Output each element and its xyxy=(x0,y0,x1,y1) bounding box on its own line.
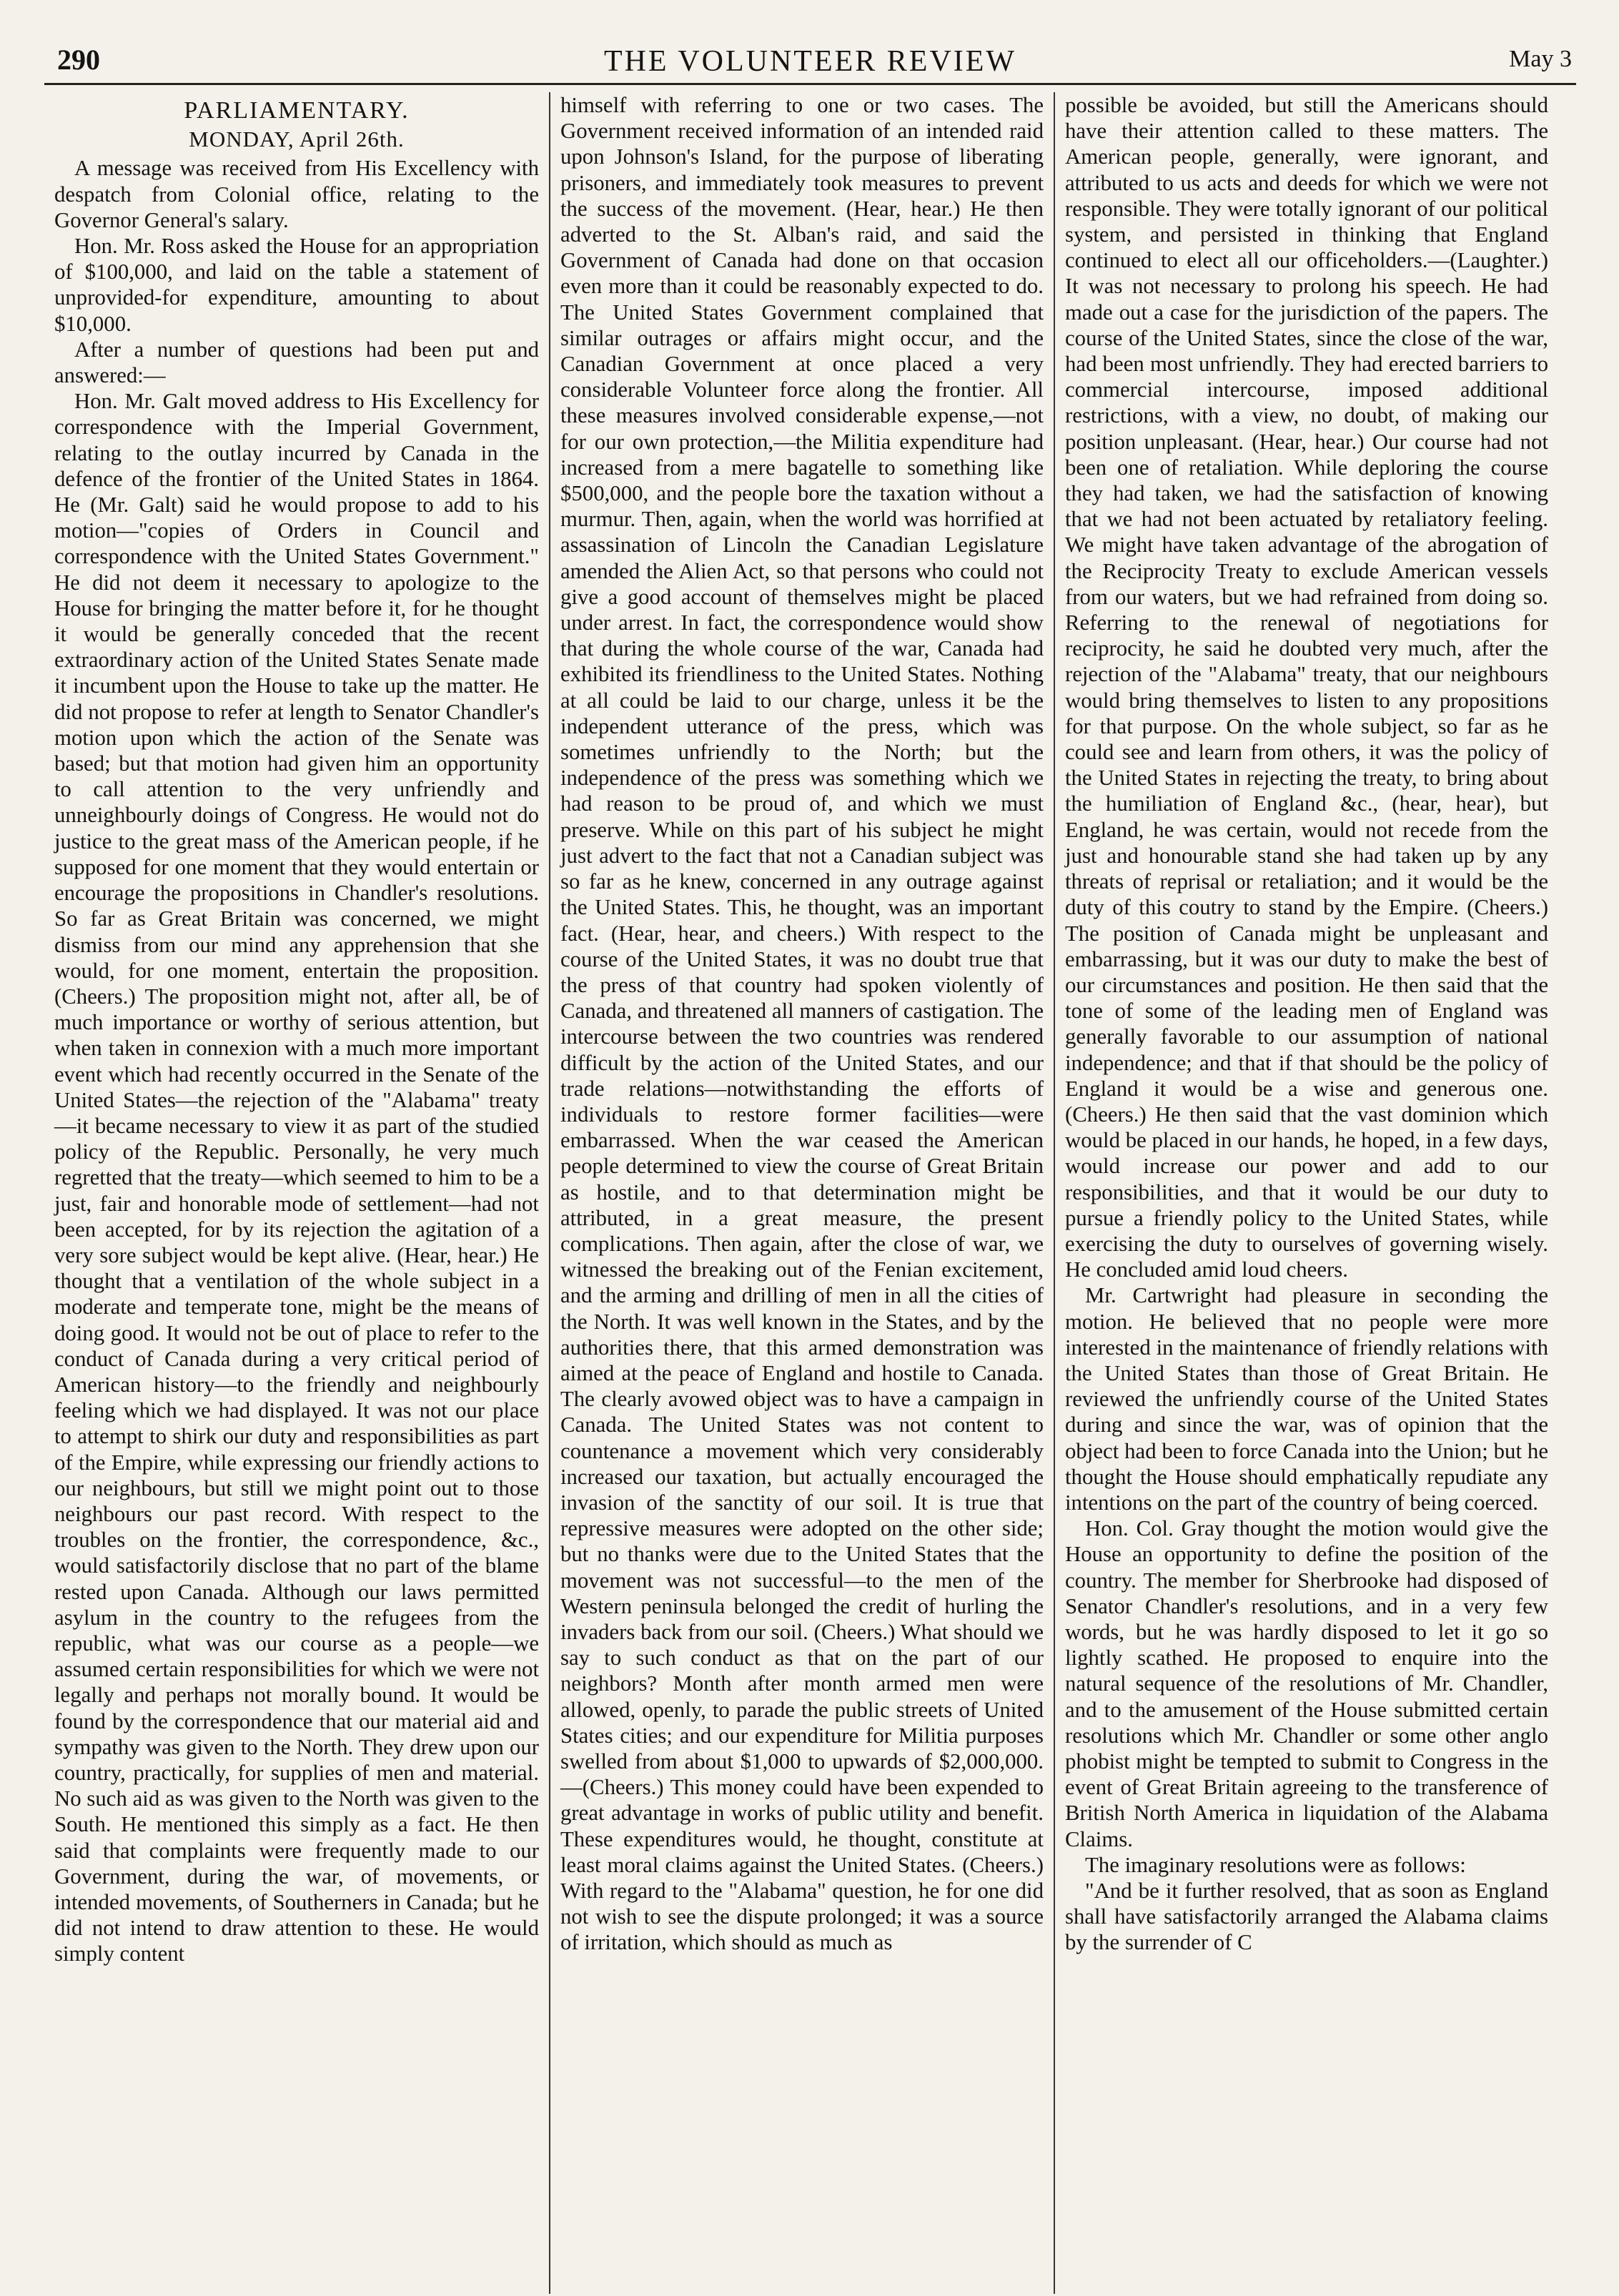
journal-title: THE VOLUNTEER REVIEW xyxy=(603,45,1017,78)
paragraph: Hon. Mr. Ross asked the House for an appropriation of $100,000, and laid on the table a statement of unprovided-for expenditure, amounting to about $10,000. xyxy=(54,234,539,336)
paragraph: Hon. Col. Gray thought the motion would give the House an opportunity to define the position of the country. The member for Sherbrooke had disposed of Senator Chandler's resolutions, and in a very few words, but he was hardly disposed to let it go so lightly scathed. He proposed to enquire into the natural sequence of the resolutions of Mr. Chandler, and to the amusement of the House submitted certain resolutions which Mr. Chandler or some other anglo phobist might be tempted to submit to Congress in the event of Great Britain agreeing to the transference of British North America in liquidation of the Alabama Claims. xyxy=(1065,1516,1548,1851)
section-heading: PARLIAMENTARY. xyxy=(184,97,410,124)
column-2 xyxy=(549,92,1054,2294)
paragraph: possible be avoided, but still the Americans should have their attention called to these matters. The American people, generally, were ignorant, and attributed to us acts and deeds for which we were not responsible. They were totally ignorant of our political system, and persisted in thinking that England continued to elect all our officeholders.—(Laughter.) It was not necessary to prolong his speech. He had made out a case for the jurisdiction of the papers. The course of the United States, since the close of the war, had been most unfriendly. They had erected barriers to commercial intercourse, imposed additional restrictions, with a view, no doubt, of making our position unpleasant. (Hear, hear.) Our course had not been one of retaliation. While deploring the course they had taken, we had the satisfaction of knowing that we had not been actuated by retaliatory feeling. We might have taken advantage of the abrogation of the Reciprocity Treaty to exclude American vessels from our waters, but we had refrained from doing so. Referring to the renewal of negotiations for reciprocity, he said he doubted very much, after the rejection of the "Alabama" treaty, that our neighbours would bring themselves to listen to any propositions for that purpose. On the whole subject, so far as he could see and learn from others, it was the policy of the United States in rejecting the treaty, to bring about the humiliation of England &c., (hear, hear), but England, he was certain, would not recede from the just and honourable stand she had taken up by any threats of reprisal or retaliation; and it would be the duty of this coutry to stand by the Empire. (Cheers.) The position of Canada might be unpleasant and embarrassing, but it was our duty to make the best of our circumstances and position. He then said that the tone of some of the leading men of England was generally favorable to our assumption of national independence; and that if that should be the policy of England it would be a wise and generous one. (Cheers.) He then said that the vast dominion which would be placed in our hands, he hoped, in a few days, would increase our power and add to our responsibilities, and that it would be our duty to pursue a friendly policy to the United States, while exercising the duty to ourselves of governing wisely. He concluded amid loud cheers. xyxy=(1065,93,1548,1282)
dateline: MONDAY, April 26th. xyxy=(189,127,405,152)
paragraph: The imaginary resolutions were as follows: xyxy=(1085,1852,1466,1877)
paragraph: Hon. Mr. Galt moved address to His Excellency for correspondence with the Imperial Government, relating to the outlay incurred by Canada in the defence of the frontier of the United States in 1864. He (Mr. Galt) said he would propose to add to his motion—"copies of Orders in Council and correspondence with the United States Government." He did not deem it necessary to apologize to the House for bringing the matter before it, for he thought it would be generally conceded that the recent extraordinary action of the United States Senate made it incumbent upon the House to take up the matter. He did not propose to refer at length to Senator Chandler's motion upon which the action of the Senate was based; but that motion had given him an opportunity to call attention to the very unfriendly and unneighbourly doings of Congress. He would not do justice to the great mass of the American people, if he supposed for one moment that they would entertain or encourage the propositions in Chandler's resolutions. So far as Great Britain was concerned, we might dismiss from our mind any apprehension that she would, for one moment, entertain the proposition. (Cheers.) The proposition might not, after all, be of much importance or worthy of serious attention, but when taken in connexion with a much more important event which had recently occurred in the Senate of the United States—the rejection of the "Alabama" treaty—it became necessary to view it as part of the studied policy of the Republic. Personally, he very much regretted that the treaty—which seemed to him to be a just, fair and honorable mode of settlement—had not been accepted, for by its rejection the agitation of a very sore subject would be kept alive. (Hear, hear.) He thought that a ventilation of the whole subject in a moderate and temperate tone, might be the means of doing good. It would not be out of place to refer to the conduct of Canada during a very critical period of American history—to the friendly and neighbourly feeling which we had displayed. It was not our place to attempt to shirk our duty and responsibilities as part of the Empire, while expressing our friendly actions to our neighbours, but still we might point out to those neighbours our past record. With respect to the troubles on the frontier, the correspondence, &c., would satisfactorily disclose that no part of the blame rested upon Canada. Although our laws permitted asylum in the country to the refugees from the republic, what was our course as a people—we assumed certain responsibilities for which we were not legally and perhaps not morally bound. It would be found by the correspondence that our material aid and sympathy was given to the North. They drew upon our country, practically, for supplies of men and material. No such aid as was given to the North was given to the South. He mentioned this simply as a fact. He then said that complaints were frequently made to our Government, during the war, of movements, or intended movements, of Southerners in Canada; but he did not intend to draw attention to these. He would simply content xyxy=(54,389,539,1966)
column-1 xyxy=(44,92,549,2294)
page-number: 290 xyxy=(57,44,100,76)
paragraph: himself with referring to one or two cases. The Government received information of an intended raid upon Johnson's Island, for the purpose of liberating prisoners, and immediately took measures to prevent the success of the movement. (Hear, hear.) He then adverted to the St. Alban's raid, and said the Government of Canada had done on that occasion even more than it could be reasonably expected to do. The United States Government complained that similar outrages or affairs might occur, and the Canadian Government at once placed a very considerable Volunteer force along the frontier. All these measures involved considerable expense,—not for our own protection,—the Militia expenditure had increased from a mere bagatelle to something like $500,000, and the people bore the taxation without a murmur. Then, again, when the world was horrified at assassination of Lincoln the Canadian Legislature amended the Alien Act, so that persons who could not give a good account of themselves might be placed under arrest. In fact, the correspondence would show that during the whole course of the war, Canada had exhibited its friendliness to the United States. Nothing at all could be laid to our charge, unless it be the independent utterance of the press, which was sometimes unfriendly to the North; but the independence of the press was something which we had reason to be proud of, and which we must preserve. While on this part of his subject he might just advert to the fact that not a Canadian subject was so far as he knew, concerned in any outrage against the United States. This, he thought, was an important fact. (Hear, hear, and cheers.) With respect to the course of the United States, it was no doubt true that the press of that country had spoken violently of Canada, and threatened all manners of castigation. The intercourse between the two countries was rendered difficult by the action of the United States, and our trade relations—notwithstanding the efforts of individuals to restore former facilities—were embarrassed. When the war ceased the American people determined to view the course of Great Britain as hostile, and to that determination might be attributed, in a great measure, the present complications. Then again, after the close of war, we witnessed the breaking out of the Fenian excitement, and the arming and drilling of men in all the cities of the North. It was well known in the States, and by the authorities there, that this armed demonstration was aimed at the peace of England and hostile to Canada. The clearly avowed object was to have a campaign in Canada. The United States was not content to countenance a movement which very considerably increased our taxation, but actually encouraged the invasion of the sanctity of our soil. It is true that repressive measures were adopted on the other side; but no thanks were due to the United States that the movement was not successful—to the men of the Western peninsula belonged the credit of hurling the invaders back from our soil. (Cheers.) What should we say to such conduct as that on the part of our neighbors? Month after month armed men were allowed, openly, to parade the public streets of United States cities; and our expenditure for Militia purposes swelled from about $1,000 to upwards of $2,000,000.—(Cheers.) This money could have been expended to great advantage in works of public utility and benefit. These expenditures would, he thought, constitute at least moral claims against the United States. (Cheers.) With regard to the "Alabama" question, he for one did not wish to see the dispute prolonged; it was a source of irritation, which should as much as xyxy=(560,93,1044,1955)
issue-date: May 3 xyxy=(1509,46,1572,72)
article-columns xyxy=(44,92,1576,2294)
paragraph: Mr. Cartwright had pleasure in seconding the motion. He believed that no people were more interested in the maintenance of friendly relations with the United States than those of Great Britain. He reviewed the unfriendly course of the United States during and since the war, was of opinion that the object had been to force Canada into the Union; but he thought the House should emphatically repudiate any intentions on the part of the country of being coerced. xyxy=(1065,1283,1548,1515)
column-3 xyxy=(1054,92,1558,2294)
paragraph: After a number of questions had been put and answered:— xyxy=(54,337,539,388)
paragraph: A message was received from His Excellency with despatch from Colonial office, relating to the Governor General's salary. xyxy=(54,156,539,232)
masthead xyxy=(44,41,1576,85)
paragraph: "And be it further resolved, that as soon as England shall have satisfactorily arranged the Alabama claims by the surrender of C xyxy=(1065,1879,1548,1955)
